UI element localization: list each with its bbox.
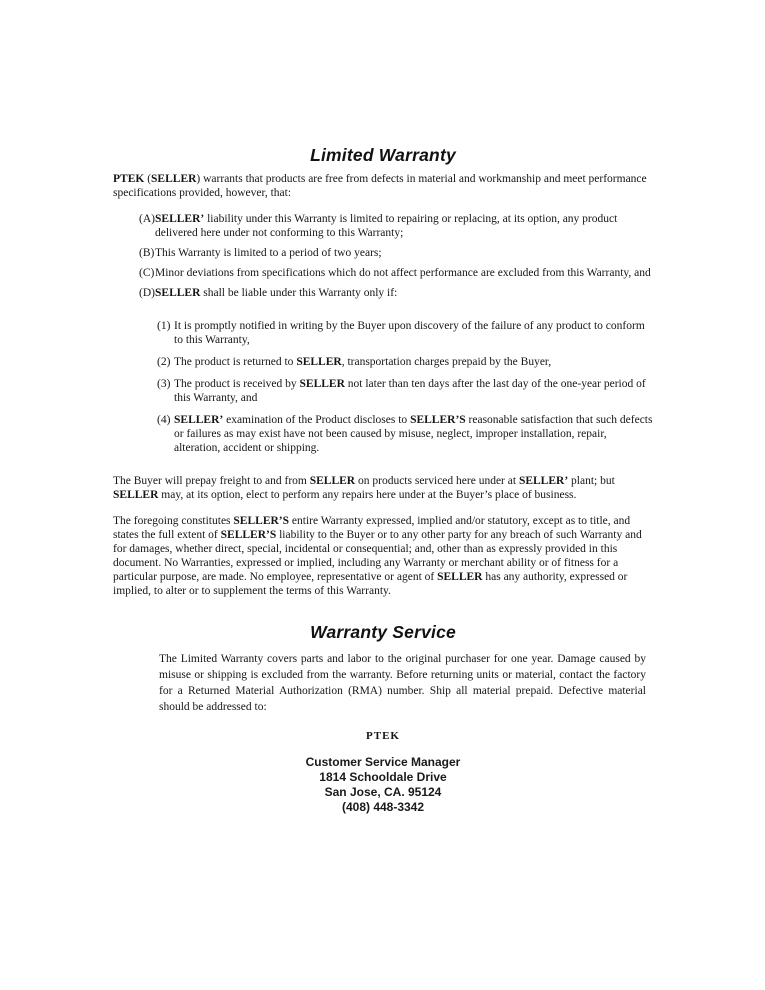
list-item-3 xyxy=(157,377,653,405)
list-item-2-text: The product is returned to SELLER, transportation charges prepaid by the Buyer, xyxy=(174,356,552,368)
address-line-street: 1814 Schooldale Drive xyxy=(319,770,447,784)
list-item-a xyxy=(139,212,653,240)
lettered-list xyxy=(139,212,653,300)
list-marker-d: (D) xyxy=(139,287,155,299)
list-item-b xyxy=(139,246,653,260)
list-item-c-text: Minor deviations from specifications which do not affect performance are excluded from this Warranty, and xyxy=(155,267,651,279)
list-item-a-text: SELLER’ liability under this Warranty is limited to repairing or replacing, at its option, any product delivered here under not conforming to this Warranty; xyxy=(155,213,618,239)
freight-paragraph: The Buyer will prepay freight to and from SELLER on products serviced here under at SELLER’ plant; but SELLER may, at its option, elect to perform any repairs here under at the Buyer’s place of business. xyxy=(113,475,615,501)
company-name: PTEK xyxy=(366,730,400,742)
list-marker-b: (B) xyxy=(139,247,155,259)
list-item-d-text: SELLER shall be liable under this Warranty only if: xyxy=(155,287,398,299)
list-item-4-text: SELLER’ examination of the Product discloses to SELLER’S reasonable satisfaction that such defects or failures as may exist have not been caused by misuse, neglect, improper installation, repair, alteration, accident or shipping. xyxy=(174,414,653,454)
list-item-2 xyxy=(157,355,653,369)
warranty-service-paragraph: The Limited Warranty covers parts and labor to the original purchaser for one year. Damage caused by misuse or shipping is excluded from the warranty. Before returning units or material, contact the factory for a Returned Material Authorization (RMA) number. Ship all material prepaid. Defective material should be addressed to: xyxy=(159,653,646,713)
list-marker-1: (1) xyxy=(157,320,171,332)
list-marker-c: (C) xyxy=(139,267,155,279)
list-item-1-text: It is promptly notified in writing by the Buyer upon discovery of the failure of any product to conform to this Warranty, xyxy=(174,320,645,346)
document-content xyxy=(113,146,653,815)
list-item-4 xyxy=(157,413,653,455)
list-item-1 xyxy=(157,319,653,347)
list-item-3-text: The product is received by SELLER not later than ten days after the last day of the one-year period of this Warranty, and xyxy=(174,378,646,404)
numbered-list xyxy=(157,319,653,455)
address-line-city: San Jose, CA. 95124 xyxy=(324,785,442,799)
address-line-phone: (408) 448-3342 xyxy=(341,800,425,814)
list-marker-3: (3) xyxy=(157,378,171,390)
list-marker-a: (A) xyxy=(139,213,155,225)
address-line-contact: Customer Service Manager xyxy=(305,755,461,769)
list-marker-4: (4) xyxy=(157,414,171,426)
limited-warranty-heading: Limited Warranty xyxy=(310,145,456,165)
intro-paragraph: PTEK (SELLER) warrants that products are free from defects in material and workmanship and meet performance specifications provided, however, that: xyxy=(113,173,647,199)
warranty-service-heading: Warranty Service xyxy=(310,622,456,642)
list-item-c xyxy=(139,266,653,280)
list-marker-2: (2) xyxy=(157,356,171,368)
list-item-d xyxy=(139,286,653,300)
service-address-block xyxy=(113,755,653,815)
foregoing-paragraph: The foregoing constitutes SELLER’S entire Warranty expressed, implied and/or statutory, except as to title, and states the full extent of SELLER’S liability to the Buyer or to any other party for any breach of such Warranty and for damages, whether direct, special, incidental or consequential; and, other than as expressly provided in this document. No Warranties, expressed or implied, including any Warranty or merchant ability or of fitness for a particular purpose, are made. No employee, representative or agent of SELLER has any authority, expressed or implied, to alter or to supplement the terms of this Warranty. xyxy=(113,515,642,597)
list-item-b-text: This Warranty is limited to a period of two years; xyxy=(155,247,382,259)
